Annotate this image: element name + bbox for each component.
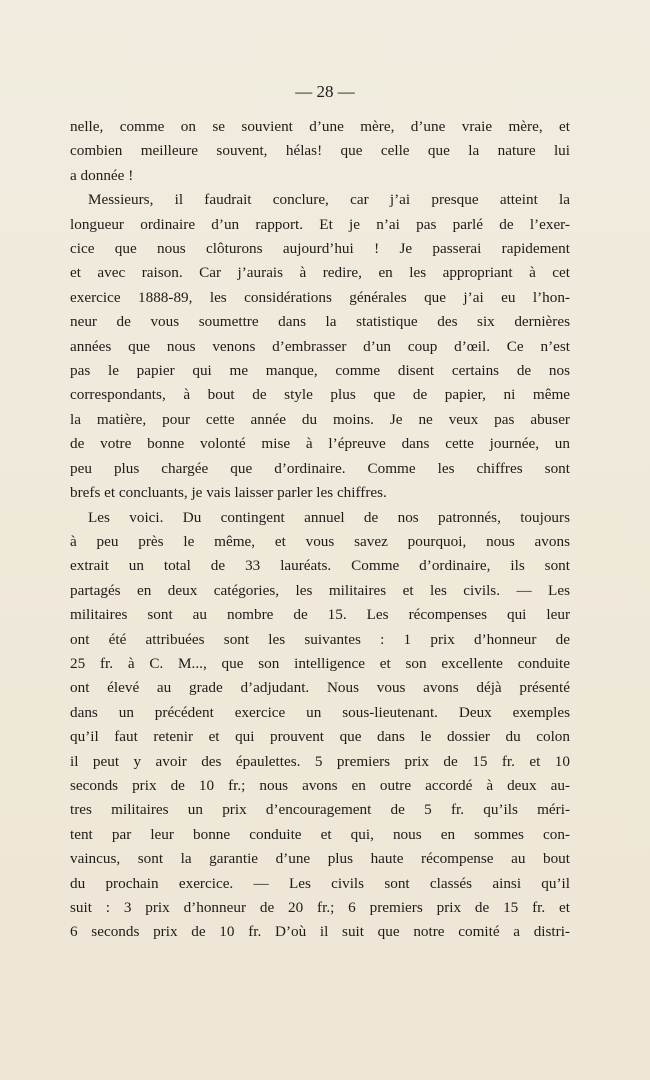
text-line: qu’il faut retenir et qui prouvent que dans le dossier du colon bbox=[70, 728, 570, 746]
text-line: combien meilleure souvent, hélas! que celle que la nature lui bbox=[70, 142, 570, 160]
text-line: ont été attribuées sont les suivantes : 1 prix d’honneur de bbox=[70, 630, 570, 648]
text-line: et avec raison. Car j’aurais à redire, en les appropriant à cet bbox=[70, 264, 570, 282]
text-line: seconds prix de 10 fr.; nous avons en outre accordé à deux au- bbox=[70, 776, 570, 794]
text-line: neur de vous soumettre dans la statistique des six dernières bbox=[70, 313, 570, 331]
text-line: pas le papier qui me manque, comme disent certains de nos bbox=[70, 362, 570, 380]
text-line: peu plus chargée que d’ordinaire. Comme les chiffres sont bbox=[70, 459, 570, 477]
text-line: Les voici. Du contingent annuel de nos patronnés, toujours bbox=[88, 508, 570, 526]
text-line: tres militaires un prix d’encouragement de 5 fr. qu’ils méri- bbox=[70, 801, 570, 819]
text-line: nelle, comme on se souvient d’une mère, d’une vraie mère, et bbox=[70, 118, 570, 135]
text-line: vaincus, sont la garantie d’une plus haute récompense au bout bbox=[70, 850, 570, 868]
text-line: Messieurs, il faudrait conclure, car j’ai presque atteint la bbox=[88, 191, 570, 209]
text-line: tent par leur bonne conduite et qui, nous en sommes con- bbox=[70, 825, 570, 843]
text-line: cice que nous clôturons aujourd’hui ! Je passerai rapidement bbox=[70, 240, 570, 258]
body-text bbox=[70, 115, 570, 945]
text-line: brefs et concluants, je vais laisser parler les chiffres. bbox=[70, 484, 387, 502]
text-line: a donnée ! bbox=[70, 166, 134, 184]
text-line: suit : 3 prix d’honneur de 20 fr.; 6 premiers prix de 15 fr. et bbox=[70, 899, 570, 916]
text-line: du prochain exercice. — Les civils sont classés ainsi qu’il bbox=[70, 874, 570, 892]
text-line: partagés en deux catégories, les militaires et les civils. — Les bbox=[70, 581, 570, 599]
text-line: exercice 1888-89, les considérations générales que j’ai eu l’hon- bbox=[70, 288, 570, 306]
text-line: ont élevé au grade d’adjudant. Nous vous avons déjà présenté bbox=[70, 679, 570, 697]
text-line: correspondants, à bout de style plus que de papier, ni même bbox=[70, 386, 570, 404]
text-line: à peu près le même, et vous savez pourquoi, nous avons bbox=[70, 532, 570, 550]
text-line: la matière, pour cette année du moins. Je ne veux pas abuser bbox=[70, 410, 570, 428]
text-line: 6 seconds prix de 10 fr. D’où il suit que notre comité a distri- bbox=[70, 923, 570, 941]
text-line: extrait un total de 33 lauréats. Comme d’ordinaire, ils sont bbox=[70, 557, 570, 575]
text-line: 25 fr. à C. M..., que son intelligence et son excellente conduite bbox=[70, 654, 570, 672]
text-line: militaires sont au nombre de 15. Les récompenses qui leur bbox=[70, 606, 570, 624]
text-line: années que nous venons d’embrasser d’un coup d’œil. Ce n’est bbox=[70, 337, 570, 355]
text-line: longueur ordinaire d’un rapport. Et je n’ai pas parlé de l’exer- bbox=[70, 215, 570, 233]
text-line: de votre bonne volonté mise à l’épreuve dans cette journée, un bbox=[70, 435, 570, 453]
page-number: — 28 — bbox=[295, 82, 355, 101]
text-line: dans un précédent exercice un sous-lieutenant. Deux exemples bbox=[70, 703, 570, 721]
text-line: il peut y avoir des épaulettes. 5 premiers prix de 15 fr. et 10 bbox=[70, 752, 570, 770]
